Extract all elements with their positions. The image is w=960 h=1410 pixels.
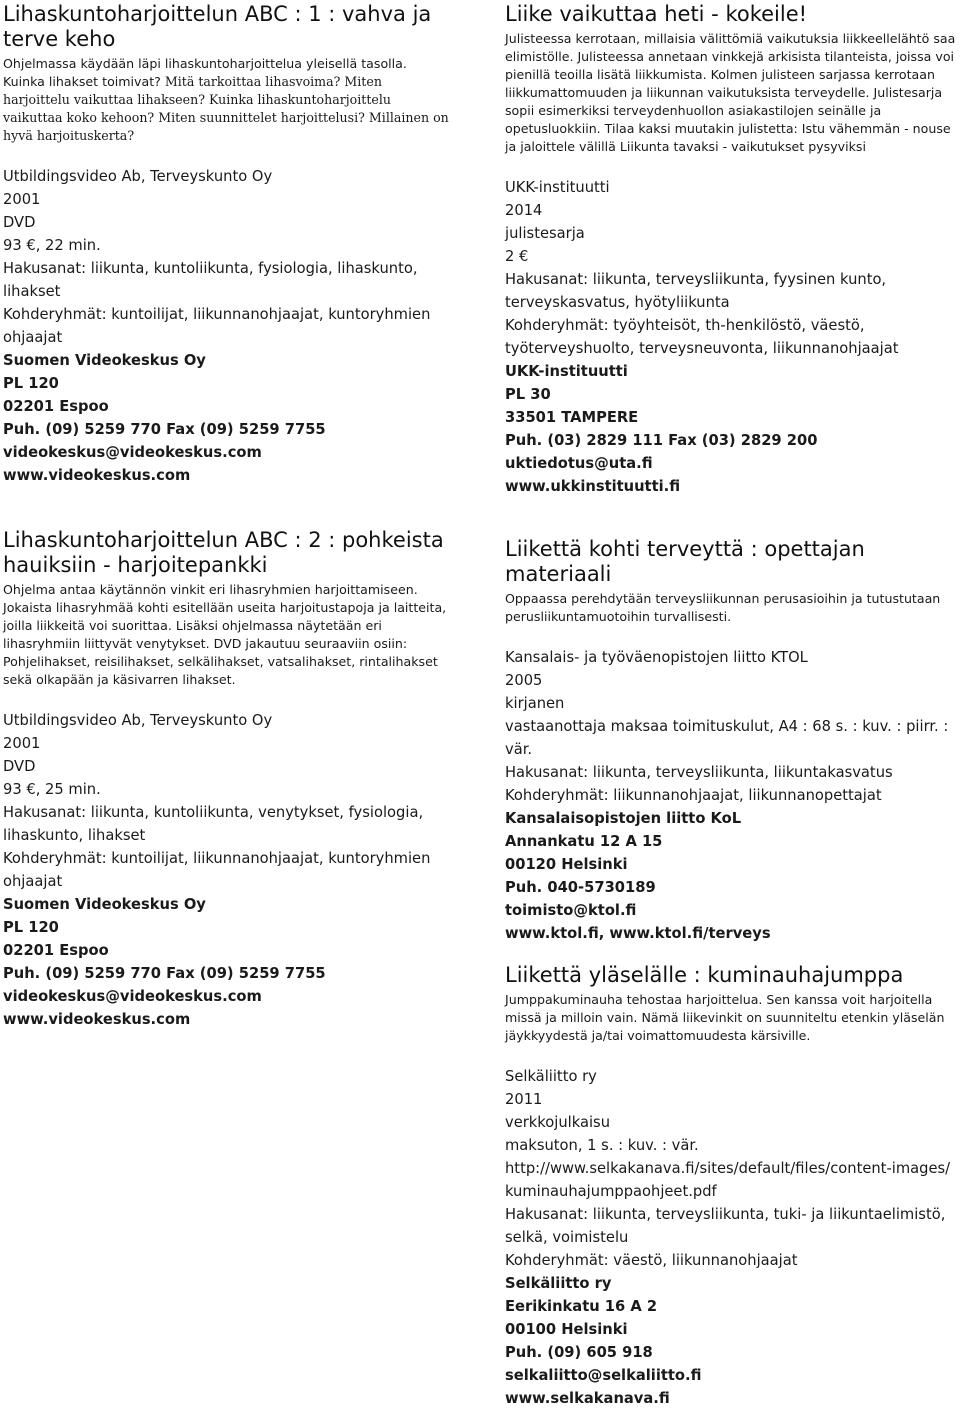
contact-website[interactable]: www.ktol.fi, www.ktol.fi/terveys xyxy=(505,925,771,942)
price: 93 €, 25 min. xyxy=(3,781,101,798)
entry-1 xyxy=(3,2,451,487)
contact-email[interactable]: videokeskus@videokeskus.com xyxy=(3,988,262,1005)
keywords: Hakusanat: liikunta, kuntoliikunta, venytykset, fysiologia, lihaskunto, lihakset xyxy=(3,804,424,844)
contact-postal: 33501 TAMPERE xyxy=(505,409,639,426)
contact-postal: 00100 Helsinki xyxy=(505,1321,628,1338)
target-groups: Kohderyhmät: liikunnanohjaajat, liikunnanopettajat xyxy=(505,787,882,804)
publisher: Utbildingsvideo Ab, Terveyskunto Oy xyxy=(3,168,273,185)
publisher: UKK-instituutti xyxy=(505,179,610,196)
description-part: Jumppakuminauha tehostaa harjoittelua. Sen kanssa voit harjoitella missä ja milloin vain. Nämä liikevinkit on suunniteltu etenkin yläselän jäykkyydestä ja/tai voimattomuudesta kärsiville. xyxy=(505,992,945,1043)
contact-address: Annankatu 12 A 15 xyxy=(505,833,663,850)
contact-phone: Puh. (09) 5259 770 Fax (09) 5259 7755 xyxy=(3,421,326,438)
contact-postal: 02201 Espoo xyxy=(3,942,109,959)
format: DVD xyxy=(3,758,36,775)
contact-website[interactable]: www.videokeskus.com xyxy=(3,467,191,484)
format: kirjanen xyxy=(505,695,565,712)
price: vastaanottaja maksaa toimituskulut, A4 : 68 s. : kuv. : piirr. : vär. xyxy=(505,718,949,758)
keywords: Hakusanat: liikunta, kuntoliikunta, fysiologia, lihaskunto, lihakset xyxy=(3,260,418,300)
target-groups: Kohderyhmät: kuntoilijat, liikunnanohjaajat, kuntoryhmien ohjaajat xyxy=(3,306,431,346)
format: verkkojulkaisu xyxy=(505,1114,610,1131)
keywords: Hakusanat: liikunta, terveysliikunta, liikuntakasvatus xyxy=(505,764,893,781)
contact-email[interactable]: toimisto@ktol.fi xyxy=(505,902,637,919)
contact-address: PL 120 xyxy=(3,375,59,392)
year: 2011 xyxy=(505,1091,543,1108)
description-part: Oppaassa perehdytään terveysliikunnan perusasioihin ja tutustutaan perusliikuntamuotoihin turvallisesti. xyxy=(505,591,941,624)
contact-name: UKK-instituutti xyxy=(505,363,628,380)
entry-5 xyxy=(505,963,957,1410)
format: julistesarja xyxy=(505,225,585,242)
pdf-link[interactable]: http://www.selkakanava.fi/sites/default/files/content-images/kuminauhajumppaohjeet.pdf xyxy=(505,1160,951,1200)
contact-address: PL 120 xyxy=(3,919,59,936)
keywords: Hakusanat: liikunta, terveysliikunta, fyysinen kunto, terveyskasvatus, hyötyliikunta xyxy=(505,271,887,311)
price: maksuton, 1 s. : kuv. : vär. xyxy=(505,1137,699,1154)
entry-description xyxy=(3,581,451,689)
entry-description xyxy=(505,590,957,626)
description-part: Mitä tarkoittaa lihasvoima? Miten harjoittelu vaikuttaa lihakseen? Kuinka lihaskuntoharjoittelu vaikuttaa koko kehoon? Miten suunnittelet harjoittelusi? Millainen on hyvä harjoituskerta? xyxy=(3,74,449,143)
contact-postal: 00120 Helsinki xyxy=(505,856,628,873)
entry-title: Liikettä yläselälle : kuminauhajumppa xyxy=(505,963,904,987)
target-groups: Kohderyhmät: väestö, liikunnanohjaajat xyxy=(505,1252,798,1269)
price: 93 €, 22 min. xyxy=(3,237,101,254)
year: 2014 xyxy=(505,202,543,219)
contact-name: Suomen Videokeskus Oy xyxy=(3,896,206,913)
entry-title: Lihaskuntoharjoittelun ABC : 2 : pohkeista hauiksiin - harjoitepankki xyxy=(3,528,444,577)
description-part: Julisteessa kerrotaan, millaisia välittömiä vaikutuksia liikkeellelähtö saa elimistölle. Julisteessa annetaan vinkkejä arkisista tilanteista, joissa voi pienillä teoilla lisätä liikkumista. Kolmen julisteen sarjassa kerrotaan liikkumattomuuden ja liikunnan vaikutuksista terveydelle. Julistesarja sopii esimerkiksi terveydenhuollon asiakastilojen seinälle ja opetusluokkiin. Tilaa kaksi muutakin julistetta: Istu vähemmän - nouse ja jaloittele välillä Liikunta tavaksi - vaikutukset pysyviksi xyxy=(505,31,956,154)
contact-phone: Puh. (03) 2829 111 Fax (03) 2829 200 xyxy=(505,432,818,449)
entry-title: Liike vaikuttaa heti - kokeile! xyxy=(505,2,808,26)
contact-phone: Puh. (09) 5259 770 Fax (09) 5259 7755 xyxy=(3,965,326,982)
year: 2001 xyxy=(3,191,41,208)
description-part: Ohjelmassa käydään läpi lihaskuntoharjoittelua yleisellä tasolla. Kuinka lihakset toimivat? xyxy=(3,56,407,89)
entry-description xyxy=(3,55,451,145)
publisher: Selkäliitto ry xyxy=(505,1068,597,1085)
entry-description xyxy=(505,30,957,156)
contact-postal: 02201 Espoo xyxy=(3,398,109,415)
publisher: Utbildingsvideo Ab, Terveyskunto Oy xyxy=(3,712,273,729)
price: 2 € xyxy=(505,248,529,265)
contact-email[interactable]: selkaliitto@selkaliitto.fi xyxy=(505,1367,702,1384)
publisher: Kansalais- ja työväenopistojen liitto KTOL xyxy=(505,649,808,666)
contact-address: Eerikinkatu 16 A 2 xyxy=(505,1298,658,1315)
contact-address: PL 30 xyxy=(505,386,551,403)
entry-title: Lihaskuntoharjoittelun ABC : 1 : vahva ja terve keho xyxy=(3,2,432,51)
contact-website[interactable]: www.ukkinstituutti.fi xyxy=(505,478,681,495)
contact-website[interactable]: www.videokeskus.com xyxy=(3,1011,191,1028)
contact-website[interactable]: www.selkakanava.fi xyxy=(505,1390,670,1407)
entry-title: Liikettä kohti terveyttä : opettajan materiaali xyxy=(505,537,865,586)
format: DVD xyxy=(3,214,36,231)
contact-phone: Puh. 040-5730189 xyxy=(505,879,656,896)
contact-email[interactable]: uktiedotus@uta.fi xyxy=(505,455,653,472)
year: 2001 xyxy=(3,735,41,752)
entry-3 xyxy=(3,528,451,1031)
target-groups: Kohderyhmät: työyhteisöt, th-henkilöstö, väestö, työterveyshuolto, terveysneuvonta, liikunnanohjaajat xyxy=(505,317,899,357)
entry-4 xyxy=(505,537,957,945)
entry-2 xyxy=(505,2,957,498)
entry-description xyxy=(505,991,957,1045)
description-part: Ohjelma antaa käytännön vinkit eri lihasryhmien harjoittamiseen. Jokaista lihasryhmää kohti esitellään useita harjoitustapoja ja laitteita, joilla liikkeitä voi suorittaa. Lisäksi ohjelmassa näytetään eri lihasryhmiin liittyvät venytykset. DVD jakautuu seuraaviin osiin: Pohjelihakset, reisilihakset, selkälihakset, vatsalihakset, rintalihakset sekä olkapään ja käsivarren lihakset. xyxy=(3,582,447,687)
contact-name: Kansalaisopistojen liitto KoL xyxy=(505,810,742,827)
contact-email[interactable]: videokeskus@videokeskus.com xyxy=(3,444,262,461)
contact-name: Selkäliitto ry xyxy=(505,1275,612,1292)
year: 2005 xyxy=(505,672,543,689)
contact-phone: Puh. (09) 605 918 xyxy=(505,1344,653,1361)
keywords: Hakusanat: liikunta, terveysliikunta, tuki- ja liikuntaelimistö, selkä, voimistelu xyxy=(505,1206,946,1246)
contact-name: Suomen Videokeskus Oy xyxy=(3,352,206,369)
target-groups: Kohderyhmät: kuntoilijat, liikunnanohjaajat, kuntoryhmien ohjaajat xyxy=(3,850,431,890)
